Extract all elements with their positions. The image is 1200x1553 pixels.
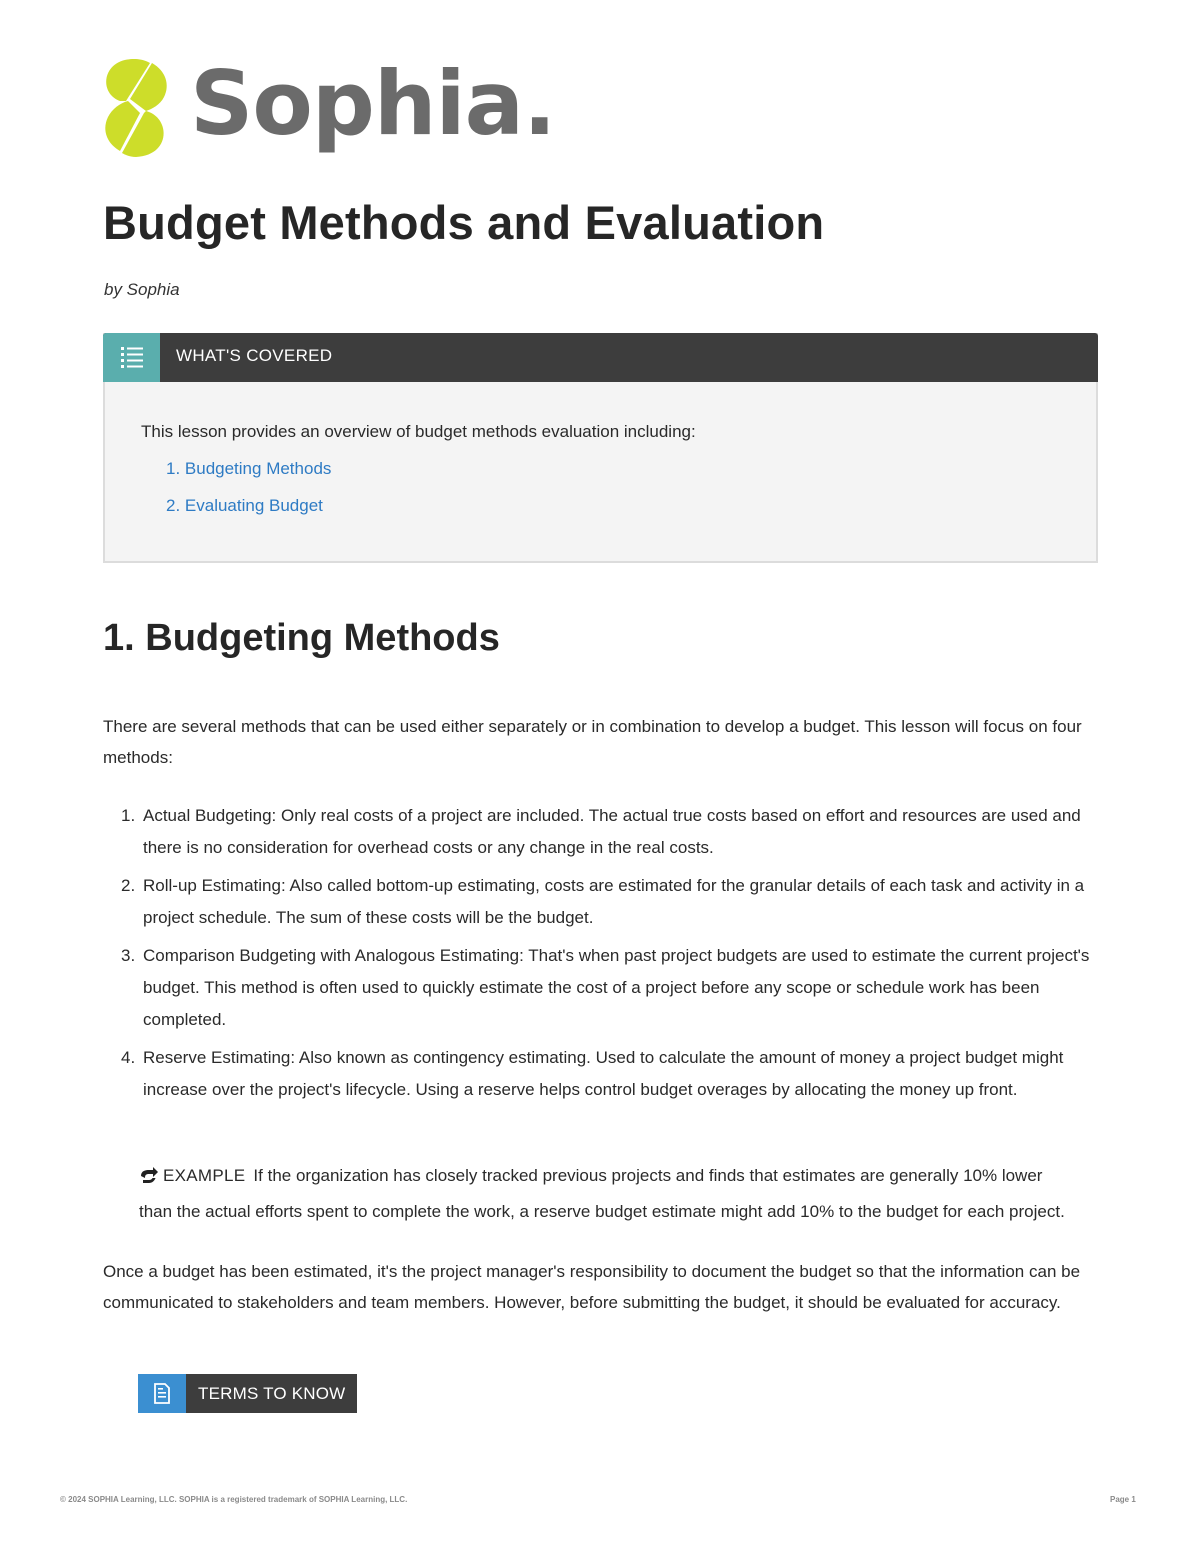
whats-covered-box — [103, 333, 1098, 563]
example-callout — [139, 1160, 1079, 1228]
list-item: 2. Roll-up Estimating: Also called bottom-up estimating, costs are estimated for the granular details of each task and activity in a project schedule. The sum of these costs will be the budget. — [121, 876, 1085, 927]
whats-covered-title: WHAT'S COVERED — [176, 346, 333, 365]
section-intro: There are several methods that can be used either separately or in combination to develop a budget. This lesson will focus on four methods: — [103, 717, 1082, 767]
page-number: Page 1 — [1110, 1495, 1136, 1504]
sophia-logo-icon — [100, 55, 172, 159]
closing-paragraph: Once a budget has been estimated, it's the project manager's responsibility to document the budget so that the information can be communicated to stakeholders and team members. However, before submitting the budget, it should be evaluated for accuracy. — [103, 1262, 1081, 1312]
repeat-arrows-icon — [139, 1163, 159, 1196]
covered-link-evaluating-budget[interactable]: 2. Evaluating Budget — [166, 496, 323, 515]
sophia-logo: Sophia . — [100, 52, 555, 162]
example-text: If the organization has closely tracked previous projects and finds that estimates are generally 10% lower than the actual efforts spent to complete the work, a reserve budget estimate might add 10% to the budget for each project. — [139, 1166, 1065, 1221]
methods-list — [103, 800, 1093, 1112]
list-icon — [103, 333, 160, 382]
terms-to-know-label: TERMS TO KNOW — [186, 1374, 357, 1413]
list-item: 1. Actual Budgeting: Only real costs of a project are included. The actual true costs based on effort and resources are used and there is no consideration for overhead costs or any change in the real costs. — [121, 806, 1081, 857]
example-label: EXAMPLE — [163, 1166, 246, 1185]
list-item: 4. Reserve Estimating: Also known as contingency estimating. Used to calculate the amount of money a project budget might increase over the project's lifecycle. Using a reserve helps control budget overages by allocating the money up front. — [121, 1048, 1064, 1099]
footer-copyright: © 2024 SOPHIA Learning, LLC. SOPHIA is a registered trademark of SOPHIA Learning, LLC. — [60, 1495, 408, 1504]
whats-covered-intro: This lesson provides an overview of budget methods evaluation including: — [141, 422, 696, 441]
sophia-wordmark: Sophia — [190, 52, 524, 155]
whats-covered-header — [103, 333, 1098, 382]
whats-covered-list — [166, 459, 331, 533]
section-heading: 1. Budgeting Methods — [103, 617, 500, 659]
covered-link-budgeting-methods[interactable]: 1. Budgeting Methods — [166, 459, 332, 478]
document-icon — [138, 1374, 186, 1413]
terms-to-know-button[interactable] — [138, 1374, 357, 1413]
list-item: 3. Comparison Budgeting with Analogous Estimating: That's when past project budgets are used to estimate the current project's budget. This method is often used to quickly estimate the cost of a project before any scope or schedule work has been completed. — [121, 946, 1090, 1029]
byline: by Sophia — [104, 280, 180, 299]
document-title: Budget Methods and Evaluation — [103, 196, 825, 249]
